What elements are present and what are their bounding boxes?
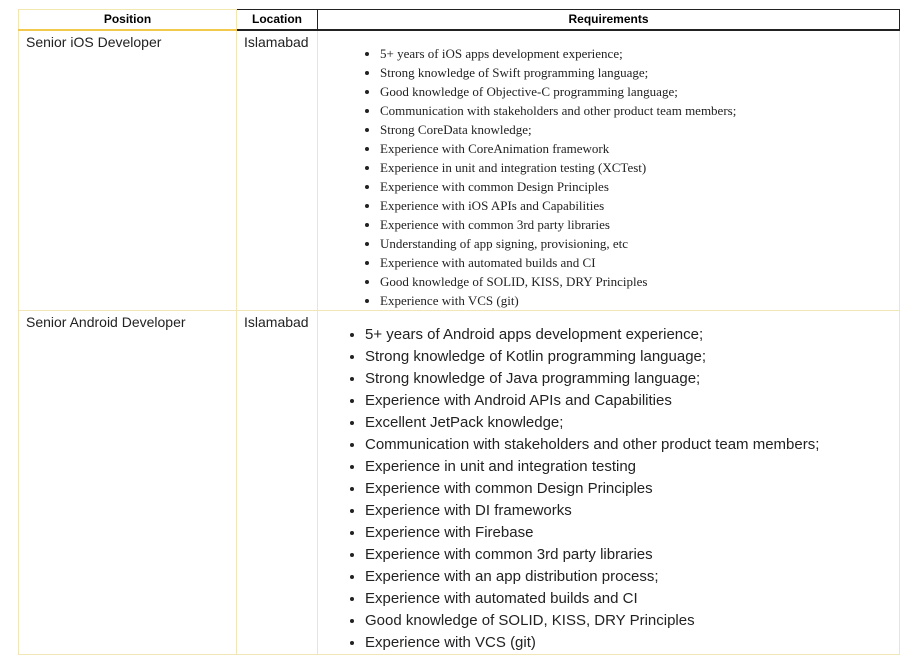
table-row <box>19 310 900 654</box>
position-cell: Senior iOS Developer <box>19 30 237 311</box>
requirement-item: • Experience in unit and integration testing <box>365 456 899 478</box>
requirement-item: • Experience with common 3rd party libraries <box>365 544 899 566</box>
position-cell: Senior Android Developer <box>19 310 237 654</box>
requirement-item: • Strong knowledge of Java programming language; <box>365 368 899 390</box>
requirement-item: • Communication with stakeholders and other product team members; <box>365 434 899 456</box>
requirement-item: • 5+ years of Android apps development experience; <box>365 324 899 346</box>
requirement-item: • Understanding of app signing, provisioning, etc <box>380 234 899 253</box>
requirement-item: • Experience with an app distribution process; <box>365 566 899 588</box>
requirement-item: • Experience with CoreAnimation framework <box>380 139 899 158</box>
location-cell: Islamabad <box>237 30 318 311</box>
requirement-item: • Experience with common Design Principles <box>365 478 899 500</box>
requirement-item: • Excellent JetPack knowledge; <box>365 412 899 434</box>
requirement-item: • Experience with Firebase <box>365 522 899 544</box>
requirement-item: • Experience in unit and integration testing (XCTest) <box>380 158 899 177</box>
header-position: Position <box>19 10 237 30</box>
requirement-item: • Experience with DI frameworks <box>365 500 899 522</box>
requirement-item: • Experience with VCS (git) <box>380 291 899 310</box>
jobs-table <box>18 9 900 655</box>
header-row <box>19 10 900 30</box>
requirement-item: • Good knowledge of SOLID, KISS, DRY Principles <box>380 272 899 291</box>
requirements-list <box>318 311 899 654</box>
requirement-item: • Strong CoreData knowledge; <box>380 120 899 139</box>
requirements-cell <box>318 310 900 654</box>
requirement-item: • Experience with common 3rd party libraries <box>380 215 899 234</box>
location-cell: Islamabad <box>237 310 318 654</box>
requirement-item: • Communication with stakeholders and other product team members; <box>380 101 899 120</box>
table-row <box>19 30 900 311</box>
requirement-item: • Strong knowledge of Kotlin programming language; <box>365 346 899 368</box>
requirement-item: • Good knowledge of Objective-C programming language; <box>380 82 899 101</box>
requirements-list <box>318 31 899 310</box>
requirement-item: • Experience with VCS (git) <box>365 632 899 654</box>
requirement-item: • Experience with automated builds and CI <box>380 253 899 272</box>
requirement-item: • Experience with automated builds and CI <box>365 588 899 610</box>
requirement-item: • Experience with iOS APIs and Capabilities <box>380 196 899 215</box>
requirement-item: • Good knowledge of SOLID, KISS, DRY Principles <box>365 610 899 632</box>
requirement-item: • Experience with Android APIs and Capabilities <box>365 390 899 412</box>
requirements-cell <box>318 30 900 311</box>
header-requirements: Requirements <box>318 10 900 30</box>
requirement-item: • Experience with common Design Principles <box>380 177 899 196</box>
requirement-item: • 5+ years of iOS apps development experience; <box>380 44 899 63</box>
requirement-item: • Strong knowledge of Swift programming language; <box>380 63 899 82</box>
header-location: Location <box>237 10 318 30</box>
